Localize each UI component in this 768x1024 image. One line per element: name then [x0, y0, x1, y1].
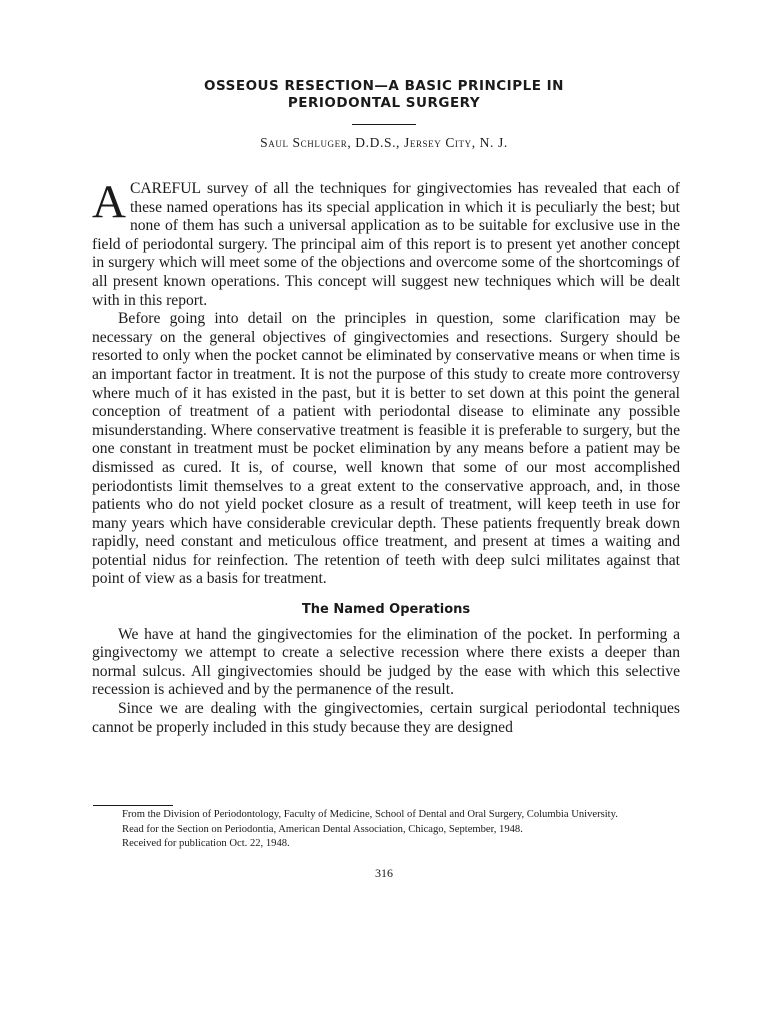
article-body [92, 176, 680, 737]
author-byline: Saul Schluger, D.D.S., Jersey City, N. J. [260, 135, 508, 150]
intro-paragraph-1 [92, 176, 680, 310]
section-paragraph-1: We have at hand the gingivectomies for the elimination of the pocket. In performing a gingivectomy we attempt to create a selective recession where there exists a deeper than normal sulcus. All gingivectomies should be judged by the ease with which this selective recession is achieved and by the permanence of the result. [92, 625, 680, 699]
article-header [0, 78, 768, 151]
section-paragraph-2: Since we are dealing with the gingivectomies, certain surgical periodontal techniques cannot be properly included in this study because they are designed [92, 700, 680, 736]
intro-paragraph-1-text: survey of all the techniques for gingivectomies has revealed that each of these named operations has its special application in which it is peculiarly the best; but none of them has such a universal application as to be suitable for exclusive use in the field of periodontal surgery. The principal aim of this report is to present yet another concept in surgery which will meet some of the objections and overcome some of the shortcomings of all present known operations. This concept will suggest new techniques which will be dealt with in this report. [92, 180, 680, 309]
footnotes [92, 809, 680, 853]
title-divider [352, 124, 416, 125]
section-heading: The Named Operations [301, 602, 471, 618]
page-number: 316 [375, 866, 393, 880]
article-title-line-2: PERIODONTAL SURGERY [287, 95, 481, 111]
article-title-line-1: OSSEOUS RESECTION—A BASIC PRINCIPLE IN [204, 78, 564, 94]
footnote-affiliation: From the Division of Periodontology, Faculty of Medicine, School of Dental and Oral Surgery, Columbia University. [122, 809, 618, 820]
lead-small-caps: CAREFUL [129, 180, 202, 197]
footnote-received: Received for publication Oct. 22, 1948. [122, 838, 290, 850]
drop-cap: A [92, 176, 126, 228]
footnote-presentation: Read for the Section on Periodontia, American Dental Association, Chicago, September, 1948. [122, 823, 523, 835]
intro-paragraph-2: Before going into detail on the principles in question, some clarification may be necessary on the general objectives of gingivectomies and resections. Surgery should be resorted to only when the pocket cannot be eliminated by conservative means or when time is an important factor in treatment. It is not the purpose of this study to create more controversy where much of it has existed in the past, but it is better to set down at this point the general conception of treatment of a patient with periodontal disease to eliminate any possible misunderstanding. Where conservative treatment is feasible it is preferable to surgery, but the one constant in treatment must be pocket elimination by any means before a patient may be dismissed as cured. It is, of course, well known that some of our most accomplished periodontists limit themselves to a great extent to the conservative approach, and, in those patients who do not yield pocket closure as a result of treatment, will keep teeth in use for many years which have considerable crevicular depth. These patients frequently break down rapidly, need constant and meticulous office treatment, and present at times a waiting and potential nidus for reinfection. The retention of teeth with deep sulci militates against that point of view as a basis for treatment. [92, 310, 680, 588]
footnote-divider [93, 805, 173, 806]
